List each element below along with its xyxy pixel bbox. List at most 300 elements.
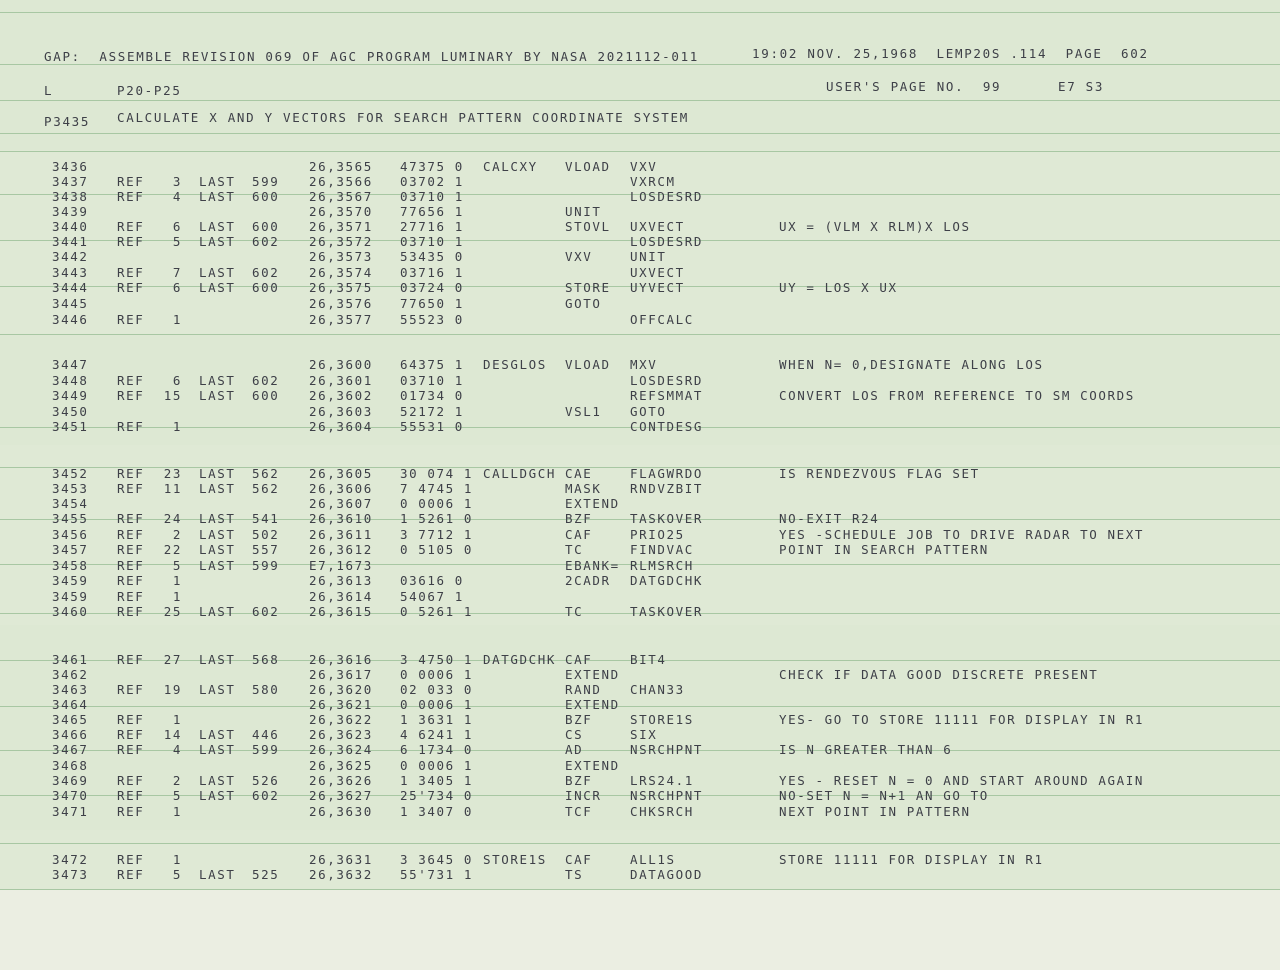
comment: NO-SET N = N+1 AN GO TO xyxy=(779,788,989,803)
line-number: 3461 xyxy=(52,652,89,667)
last-label: LAST xyxy=(199,219,236,234)
address: 26,3603 xyxy=(309,404,373,419)
line-number: 3472 xyxy=(52,852,89,867)
ref-label: REF xyxy=(117,419,145,434)
operand: GOTO xyxy=(630,404,667,419)
ref-label: REF xyxy=(117,558,145,573)
octal-code: 0 5261 1 xyxy=(400,604,474,619)
last-label: LAST xyxy=(199,867,236,882)
last-label: LAST xyxy=(199,558,236,573)
address: E7,1673 xyxy=(309,558,373,573)
opcode: BZF xyxy=(565,712,593,727)
last-line: 600 xyxy=(252,280,280,295)
ref-label: REF xyxy=(117,312,145,327)
line-number: 3439 xyxy=(52,204,89,219)
last-label: LAST xyxy=(199,280,236,295)
symbol-label: CALLDGCH xyxy=(483,466,557,481)
ref-label: REF xyxy=(117,280,145,295)
opcode: EXTEND xyxy=(565,667,620,682)
ref-label: REF xyxy=(117,788,145,803)
last-label: LAST xyxy=(199,652,236,667)
ref-count: 4 xyxy=(172,189,182,204)
opcode: BZF xyxy=(565,511,593,526)
address: 26,3627 xyxy=(309,788,373,803)
line-number: 3449 xyxy=(52,388,89,403)
comment: NO-EXIT R24 xyxy=(779,511,880,526)
opcode: TCF xyxy=(565,804,593,819)
address: 26,3566 xyxy=(309,174,373,189)
comment: STORE 11111 FOR DISPLAY IN R1 xyxy=(779,852,1044,867)
last-line: 562 xyxy=(252,466,280,481)
octal-code: 03724 0 xyxy=(400,280,464,295)
operand: OFFCALC xyxy=(630,312,694,327)
octal-code: 03716 1 xyxy=(400,265,464,280)
address: 26,3617 xyxy=(309,667,373,682)
octal-code: 55531 0 xyxy=(400,419,464,434)
octal-code: 0 0006 1 xyxy=(400,496,474,511)
ref-label: REF xyxy=(117,742,145,757)
operand: BIT4 xyxy=(630,652,667,667)
last-label: LAST xyxy=(199,773,236,788)
octal-code: 0 5105 0 xyxy=(400,542,474,557)
last-label: LAST xyxy=(199,388,236,403)
paper-rule-line xyxy=(0,334,1280,335)
ref-label: REF xyxy=(117,573,145,588)
opcode: VSL1 xyxy=(565,404,602,419)
ref-label: REF xyxy=(117,682,145,697)
line-number: 3447 xyxy=(52,357,89,372)
ref-label: REF xyxy=(117,265,145,280)
operand: UYVECT xyxy=(630,280,685,295)
last-line: 602 xyxy=(252,788,280,803)
opcode: CAE xyxy=(565,466,593,481)
comment: NEXT POINT IN PATTERN xyxy=(779,804,971,819)
ref-count: 24 xyxy=(163,511,182,526)
line-number: 3469 xyxy=(52,773,89,788)
last-label: LAST xyxy=(199,511,236,526)
last-label: LAST xyxy=(199,373,236,388)
ref-label: REF xyxy=(117,481,145,496)
opcode: INCR xyxy=(565,788,602,803)
last-line: 602 xyxy=(252,373,280,388)
line-number: 3445 xyxy=(52,296,89,311)
paper-band xyxy=(0,0,1280,150)
line-number: 3473 xyxy=(52,867,89,882)
operand: UNIT xyxy=(630,249,667,264)
operand: LOSDESRD xyxy=(630,189,704,204)
line-number: 3459 xyxy=(52,573,89,588)
operand: UXVECT xyxy=(630,219,685,234)
line-number: 3463 xyxy=(52,682,89,697)
ref-count: 1 xyxy=(172,312,182,327)
header-date-page: 19:02 NOV. 25,1968 LEMP20S .114 PAGE 602 xyxy=(752,46,1149,61)
octal-code: 03702 1 xyxy=(400,174,464,189)
ref-count: 1 xyxy=(172,589,182,604)
ref-count: 2 xyxy=(172,773,182,788)
address: 26,3614 xyxy=(309,589,373,604)
ref-label: REF xyxy=(117,234,145,249)
opcode: CS xyxy=(565,727,584,742)
operand: RNDVZBIT xyxy=(630,481,704,496)
operand: VXV xyxy=(630,159,658,174)
opcode: BZF xyxy=(565,773,593,788)
last-line: 568 xyxy=(252,652,280,667)
address: 26,3576 xyxy=(309,296,373,311)
line-number: 3456 xyxy=(52,527,89,542)
octal-code: 53435 0 xyxy=(400,249,464,264)
last-label: LAST xyxy=(199,542,236,557)
line-number: 3455 xyxy=(52,511,89,526)
address: 26,3607 xyxy=(309,496,373,511)
opcode: GOTO xyxy=(565,296,602,311)
paper-band xyxy=(0,890,1280,970)
ref-label: REF xyxy=(117,867,145,882)
operand: TASKOVER xyxy=(630,511,704,526)
line-number: 3452 xyxy=(52,466,89,481)
line-number: 3471 xyxy=(52,804,89,819)
operand: DATAGOOD xyxy=(630,867,704,882)
operand: STORE1S xyxy=(630,712,694,727)
ref-count: 1 xyxy=(172,852,182,867)
octal-code: 55523 0 xyxy=(400,312,464,327)
opcode: TS xyxy=(565,867,584,882)
header-user-page: USER'S PAGE NO. 99 xyxy=(826,79,1002,94)
ref-label: REF xyxy=(117,511,145,526)
opcode: STORE xyxy=(565,280,611,295)
line-number: 3451 xyxy=(52,419,89,434)
comment: UX = (VLM X RLM)X LOS xyxy=(779,219,971,234)
operand: NSRCHPNT xyxy=(630,788,704,803)
operand: FINDVAC xyxy=(630,542,694,557)
octal-code: 03710 1 xyxy=(400,189,464,204)
last-label: LAST xyxy=(199,742,236,757)
octal-code: 4 6241 1 xyxy=(400,727,474,742)
line-number: 3437 xyxy=(52,174,89,189)
line-number: 3446 xyxy=(52,312,89,327)
address: 26,3613 xyxy=(309,573,373,588)
operand: FLAGWRDO xyxy=(630,466,704,481)
line-number: 3460 xyxy=(52,604,89,619)
address: 26,3572 xyxy=(309,234,373,249)
octal-code: 03616 0 xyxy=(400,573,464,588)
operand: DATGDCHK xyxy=(630,573,704,588)
ref-label: REF xyxy=(117,373,145,388)
ref-count: 1 xyxy=(172,573,182,588)
symbol-label: STORE1S xyxy=(483,852,547,867)
last-label: LAST xyxy=(199,788,236,803)
comment: WHEN N= 0,DESIGNATE ALONG LOS xyxy=(779,357,1044,372)
ref-label: REF xyxy=(117,219,145,234)
opcode: CAF xyxy=(565,652,593,667)
octal-code: 77656 1 xyxy=(400,204,464,219)
last-line: 602 xyxy=(252,604,280,619)
octal-code: 3 3645 0 xyxy=(400,852,474,867)
opcode: EXTEND xyxy=(565,758,620,773)
last-line: 580 xyxy=(252,682,280,697)
symbol-label: DESGLOS xyxy=(483,357,547,372)
ref-count: 3 xyxy=(172,174,182,189)
last-line: 526 xyxy=(252,773,280,788)
last-line: 600 xyxy=(252,189,280,204)
operand: SIX xyxy=(630,727,658,742)
line-number: 3448 xyxy=(52,373,89,388)
address: 26,3622 xyxy=(309,712,373,727)
last-line: 600 xyxy=(252,388,280,403)
operand: NSRCHPNT xyxy=(630,742,704,757)
header-program: P20-P25 xyxy=(117,83,182,98)
operand: LRS24.1 xyxy=(630,773,694,788)
ref-count: 5 xyxy=(172,234,182,249)
octal-code: 77650 1 xyxy=(400,296,464,311)
octal-code: 7 4745 1 xyxy=(400,481,474,496)
ref-label: REF xyxy=(117,712,145,727)
opcode: AD xyxy=(565,742,584,757)
line-number: 3465 xyxy=(52,712,89,727)
header-title: GAP: ASSEMBLE REVISION 069 OF AGC PROGRAM LUMINARY BY NASA 2021112-011 xyxy=(44,49,700,64)
paper-rule-line xyxy=(0,706,1280,707)
ref-count: 4 xyxy=(172,742,182,757)
header-log-section: P3435 xyxy=(44,114,91,129)
octal-code: 1 3405 1 xyxy=(400,773,474,788)
line-number: 3438 xyxy=(52,189,89,204)
line-number: 3443 xyxy=(52,265,89,280)
operand: RLMSRCH xyxy=(630,558,694,573)
last-label: LAST xyxy=(199,265,236,280)
ref-count: 6 xyxy=(172,280,182,295)
octal-code: 64375 1 xyxy=(400,357,464,372)
operand: LOSDESRD xyxy=(630,373,704,388)
comment: CHECK IF DATA GOOD DISCRETE PRESENT xyxy=(779,667,1099,682)
octal-code: 0 0006 1 xyxy=(400,758,474,773)
opcode: RAND xyxy=(565,682,602,697)
opcode: MASK xyxy=(565,481,602,496)
operand: UXVECT xyxy=(630,265,685,280)
header-bank: E7 S3 xyxy=(1058,79,1105,94)
symbol-label: CALCXY xyxy=(483,159,538,174)
last-line: 599 xyxy=(252,742,280,757)
ref-label: REF xyxy=(117,466,145,481)
octal-code: 3 7712 1 xyxy=(400,527,474,542)
opcode: EXTEND xyxy=(565,697,620,712)
comment: IS RENDEZVOUS FLAG SET xyxy=(779,466,980,481)
operand: CONTDESG xyxy=(630,419,704,434)
octal-code: 25'734 0 xyxy=(400,788,474,803)
address: 26,3574 xyxy=(309,265,373,280)
ref-label: REF xyxy=(117,727,145,742)
address: 26,3615 xyxy=(309,604,373,619)
ref-count: 19 xyxy=(163,682,182,697)
octal-code: 01734 0 xyxy=(400,388,464,403)
address: 26,3610 xyxy=(309,511,373,526)
address: 26,3621 xyxy=(309,697,373,712)
opcode: VLOAD xyxy=(565,159,611,174)
ref-count: 1 xyxy=(172,419,182,434)
opcode: CAF xyxy=(565,852,593,867)
ref-count: 15 xyxy=(163,388,182,403)
ref-count: 6 xyxy=(172,219,182,234)
line-number: 3453 xyxy=(52,481,89,496)
ref-count: 6 xyxy=(172,373,182,388)
line-number: 3444 xyxy=(52,280,89,295)
octal-code: 47375 0 xyxy=(400,159,464,174)
operand: ALL1S xyxy=(630,852,676,867)
ref-label: REF xyxy=(117,527,145,542)
octal-code: 0 0006 1 xyxy=(400,697,474,712)
opcode: TC xyxy=(565,604,584,619)
address: 26,3620 xyxy=(309,682,373,697)
last-label: LAST xyxy=(199,604,236,619)
address: 26,3606 xyxy=(309,481,373,496)
octal-code: 55'731 1 xyxy=(400,867,474,882)
last-line: 562 xyxy=(252,481,280,496)
address: 26,3600 xyxy=(309,357,373,372)
address: 26,3625 xyxy=(309,758,373,773)
opcode: TC xyxy=(565,542,584,557)
address: 26,3571 xyxy=(309,219,373,234)
operand: CHKSRCH xyxy=(630,804,694,819)
last-label: LAST xyxy=(199,481,236,496)
address: 26,3605 xyxy=(309,466,373,481)
line-number: 3442 xyxy=(52,249,89,264)
opcode: EXTEND xyxy=(565,496,620,511)
opcode: 2CADR xyxy=(565,573,611,588)
line-number: 3459 xyxy=(52,589,89,604)
octal-code: 1 3407 0 xyxy=(400,804,474,819)
address: 26,3611 xyxy=(309,527,373,542)
line-number: 3441 xyxy=(52,234,89,249)
ref-label: REF xyxy=(117,773,145,788)
operand: REFSMMAT xyxy=(630,388,704,403)
octal-code: 0 0006 1 xyxy=(400,667,474,682)
line-number: 3450 xyxy=(52,404,89,419)
ref-count: 5 xyxy=(172,788,182,803)
ref-count: 5 xyxy=(172,558,182,573)
line-number: 3466 xyxy=(52,727,89,742)
ref-count: 27 xyxy=(163,652,182,667)
address: 26,3631 xyxy=(309,852,373,867)
octal-code: 30 074 1 xyxy=(400,466,474,481)
last-label: LAST xyxy=(199,174,236,189)
ref-count: 2 xyxy=(172,527,182,542)
ref-count: 14 xyxy=(163,727,182,742)
line-number: 3462 xyxy=(52,667,89,682)
opcode: CAF xyxy=(565,527,593,542)
last-line: 557 xyxy=(252,542,280,557)
last-label: LAST xyxy=(199,234,236,249)
address: 26,3612 xyxy=(309,542,373,557)
ref-label: REF xyxy=(117,852,145,867)
ref-label: REF xyxy=(117,652,145,667)
ref-label: REF xyxy=(117,189,145,204)
line-number: 3457 xyxy=(52,542,89,557)
octal-code: 3 4750 1 xyxy=(400,652,474,667)
address: 26,3601 xyxy=(309,373,373,388)
ref-label: REF xyxy=(117,604,145,619)
ref-count: 7 xyxy=(172,265,182,280)
comment: YES - RESET N = 0 AND START AROUND AGAIN xyxy=(779,773,1145,788)
header-section-title: CALCULATE X AND Y VECTORS FOR SEARCH PATTERN COORDINATE SYSTEM xyxy=(117,110,689,125)
address: 26,3602 xyxy=(309,388,373,403)
octal-code: 27716 1 xyxy=(400,219,464,234)
last-line: 599 xyxy=(252,558,280,573)
operand: VXRCM xyxy=(630,174,676,189)
operand: CHAN33 xyxy=(630,682,685,697)
ref-count: 1 xyxy=(172,804,182,819)
ref-count: 22 xyxy=(163,542,182,557)
ref-label: REF xyxy=(117,589,145,604)
ref-label: REF xyxy=(117,542,145,557)
paper-rule-line xyxy=(0,12,1280,13)
ref-count: 5 xyxy=(172,867,182,882)
operand: TASKOVER xyxy=(630,604,704,619)
address: 26,3624 xyxy=(309,742,373,757)
opcode: VLOAD xyxy=(565,357,611,372)
ref-count: 1 xyxy=(172,712,182,727)
ref-label: REF xyxy=(117,388,145,403)
line-number: 3436 xyxy=(52,159,89,174)
paper-rule-line xyxy=(0,100,1280,101)
paper-rule-line xyxy=(0,889,1280,890)
opcode: EBANK= xyxy=(565,558,620,573)
address: 26,3632 xyxy=(309,867,373,882)
octal-code: 6 1734 0 xyxy=(400,742,474,757)
line-number: 3468 xyxy=(52,758,89,773)
ref-count: 11 xyxy=(163,481,182,496)
last-line: 602 xyxy=(252,265,280,280)
line-number: 3440 xyxy=(52,219,89,234)
opcode: STOVL xyxy=(565,219,611,234)
paper-rule-line xyxy=(0,133,1280,134)
address: 26,3630 xyxy=(309,804,373,819)
last-line: 502 xyxy=(252,527,280,542)
ref-label: REF xyxy=(117,804,145,819)
header-l: L xyxy=(44,83,54,98)
last-line: 446 xyxy=(252,727,280,742)
octal-code: 54067 1 xyxy=(400,589,464,604)
last-label: LAST xyxy=(199,727,236,742)
line-number: 3470 xyxy=(52,788,89,803)
symbol-label: DATGDCHK xyxy=(483,652,557,667)
ref-count: 25 xyxy=(163,604,182,619)
line-number: 3454 xyxy=(52,496,89,511)
address: 26,3616 xyxy=(309,652,373,667)
address: 26,3577 xyxy=(309,312,373,327)
comment: IS N GREATER THAN 6 xyxy=(779,742,953,757)
last-line: 541 xyxy=(252,511,280,526)
opcode: UNIT xyxy=(565,204,602,219)
paper-rule-line xyxy=(0,64,1280,65)
operand: LOSDESRD xyxy=(630,234,704,249)
octal-code: 03710 1 xyxy=(400,234,464,249)
octal-code: 52172 1 xyxy=(400,404,464,419)
ref-count: 23 xyxy=(163,466,182,481)
comment: CONVERT LOS FROM REFERENCE TO SM COORDS xyxy=(779,388,1135,403)
address: 26,3626 xyxy=(309,773,373,788)
line-number: 3458 xyxy=(52,558,89,573)
address: 26,3565 xyxy=(309,159,373,174)
opcode: VXV xyxy=(565,249,593,264)
comment: YES- GO TO STORE 11111 FOR DISPLAY IN R1 xyxy=(779,712,1145,727)
address: 26,3567 xyxy=(309,189,373,204)
last-line: 525 xyxy=(252,867,280,882)
last-line: 602 xyxy=(252,234,280,249)
comment: POINT IN SEARCH PATTERN xyxy=(779,542,989,557)
last-line: 599 xyxy=(252,174,280,189)
octal-code: 1 5261 0 xyxy=(400,511,474,526)
paper-rule-line xyxy=(0,843,1280,844)
operand: PRIO25 xyxy=(630,527,685,542)
line-number: 3464 xyxy=(52,697,89,712)
